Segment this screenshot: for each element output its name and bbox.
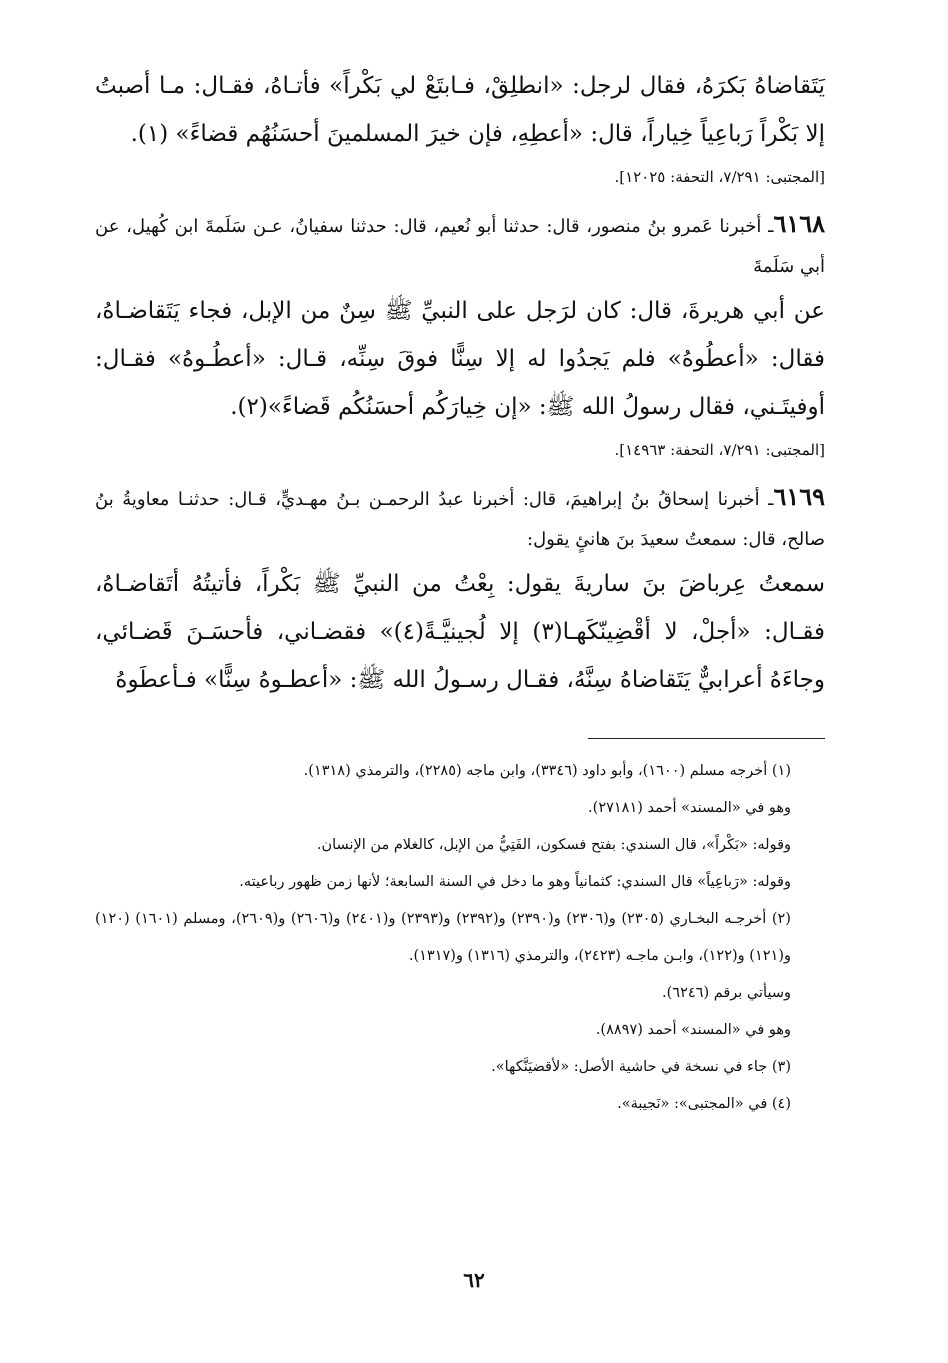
footnotes [95,753,825,1123]
hadith-6168-number: ٦١٦٨ [773,209,825,238]
page-number: ٦٢ [463,1268,485,1292]
footnote-1-bakr-note: وقوله: «بَكْراً»، قال السندي: بفتح فسكون، الفَتِيُّ من الإبل، كالغلام من الإنسان. [316,837,791,853]
footnote-1-musnad: وهو في «المسند» أحمد (٢٧١٨١). [588,800,791,816]
hadith-6168-text: عن أبي هريرةَ، قال: كان لرَجل على النبيِّ ﷺ سِنٌ من الإبل، فجاء يَتَقاضـاهُ، فقال: «أعطُوهُ» فلم يَجدُوا له إلا سِنًّا فوقَ سِنِّه، قـال: «أعطُـوهُ» فقـال: أوفيتَـني، فقال رسولُ الله ﷺ: «إن خِيارَكُم أحسَنُكُم قَضاءً»(٢). [95,298,825,420]
footnote-2: (٢) أخرجـه البخـاري (٢٣٠٥) و(٢٣٠٦) و(٢٣٩٠) و(٢٣٩٢) و(٢٣٩٣) و(٢٤٠١) و(٢٦٠٦) و(٢٦٠٩)، ومسلم (١٦٠١) (١٢٠) و(١٢١) و(١٢٢)، وابـن ماجـه (٢٤٢٣)، والترمذي (١٣١٦) و(١٣١٧). [95,911,791,964]
hadith-6169-text: سمعتُ عِرباضَ بنَ ساريةَ يقول: بِعْتُ من النبيِّ ﷺ بَكْراً، فأتيتُهُ أتَقاضـاهُ، فقـال: «أجلْ، لا أقْضِينّكَهـا(٣) إلا لُجينيَّـةً(٤)» فقضـاني، فأحسَـنَ قَضـائي، وجاءَهُ أعرابيٌّ يَتَقاضاهُ سِنَّهُ، فقـال رسـولُ الله ﷺ: «أعطـوهُ سِنًّا» فـأعطَوهُ [95,571,826,693]
footnote-1-rabai-note: وقوله: «رَباعِياً» قال السندي: كثمانياً وهو ما دخل في السنة السابعة؛ لأنها زمن ظهور رباعيته. [239,874,791,890]
hadith-6169-chain-text: ـ أخبرنا إسحاقُ بنُ إبراهيمَ، قال: أخبرنا عبدُ الرحمـن بـنُ مهـديٍّ، قـال: حدثنـا معاويةُ بنُ صالح، قال: سمعتُ سعيدَ بنَ هانئٍ يقول: [95,489,825,550]
book-page [95,62,825,1352]
hadith-6168-chain [95,204,825,287]
hadith-6168-chain-text: ـ أخبرنا عَمرو بنُ منصور، قال: حدثنا أبو نُعيم، قال: حدثنا سفيانُ، عـن سَلَمةَ ابن كُهيل، عن أبي سَلَمةَ [95,216,825,277]
hadith-6167-text: يَتَقاضاهُ بَكرَهُ، فقال لرجل: «انطلِقْ، فـابتَعْ لي بَكْراً» فأتـاهُ، فقـال: مـا أصبتُ إلا بَكْراً رَباعِياً خِياراً، قال: «أعطِهِ، فإن خيرَ المسلمينَ أحسَنُهُم قضاءً» (١). [95,73,825,147]
footnote-2-musnad: وهو في «المسند» أحمد (٨٨٩٧). [595,1022,791,1038]
footnote-separator [588,738,825,739]
footnote-4: (٤) في «المجتبى»: «نَجيبة». [617,1096,791,1112]
hadith-6168-reference: [المجتبى: ٧/٢٩١، التحفة: ١٤٩٦٣]. [614,441,825,459]
footnote-3: (٣) جاء في نسخة في حاشية الأصل: «لأقضيَنَّكها». [491,1059,791,1075]
hadith-6169-chain [95,477,825,560]
hadith-6167-reference: [المجتبى: ٧/٢٩١، التحفة: ١٢٠٢٥]. [614,168,825,186]
footnote-1: (١) أخرجه مسلم (١٦٠٠)، وأبو داود (٣٣٤٦)، وابن ماجه (٢٢٨٥)، والترمذي (١٣١٨). [303,763,791,779]
hadith-6169-number: ٦١٦٩ [773,482,825,511]
footnote-2-cross-ref: وسيأتي برقم (٦٢٤٦). [662,985,791,1001]
